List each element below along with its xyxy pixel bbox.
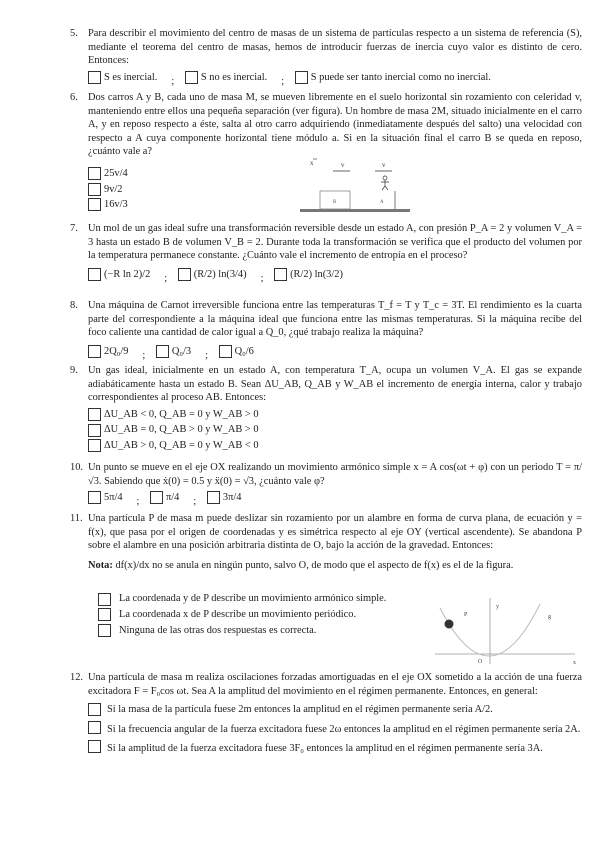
checkbox[interactable] — [88, 491, 101, 504]
option-label: S puede ser tanto inercial como no inercial. — [310, 71, 491, 83]
particle-label: P — [464, 612, 468, 618]
question-text: Un gas ideal, inicialmente en un estado A, con temperatura T_A, ocupa un volumen V_A. El gas se expande adiabáticamente hasta un estado B. Sean ΔU_AB, Q_AB y W_AB el incremento de energía interna, calor y trabajo correspondientes al proceso AB. Entonces: — [88, 365, 582, 404]
option-b[interactable] — [178, 268, 247, 282]
checkbox[interactable] — [88, 345, 101, 358]
question-text: Un punto se mueve en el eje OX realizando un movimiento armónico simple x = A cos(ωt + φ) con un periodo T = π/√3. Sabiendo que ẋ(0) = 0.5 y ẍ(0) = √3, ¿cuánto vale φ? — [88, 462, 582, 487]
curve-figure — [430, 596, 580, 666]
note — [88, 559, 582, 573]
separator: ; — [260, 273, 264, 285]
option-a[interactable] — [98, 592, 428, 606]
separator: ; — [171, 76, 175, 88]
question-number: 5. — [70, 28, 78, 39]
checkbox[interactable] — [88, 439, 101, 452]
option-label: 5π/4 — [104, 492, 123, 504]
option-a[interactable] — [88, 345, 128, 359]
origin-label: O — [478, 659, 483, 665]
checkbox[interactable] — [185, 71, 198, 84]
cart-b-label: B — [333, 200, 337, 205]
option-c[interactable] — [207, 491, 242, 505]
option-label: Si la masa de la partícula fuese 2m entonces la amplitud en el régimen permanente sería A/2. — [107, 704, 493, 716]
checkbox[interactable] — [295, 71, 308, 84]
option-label: Si la amplitud de la fuerza excitadora fuese 3F₀ entonces la amplitud en el régimen permanente sería 3A. — [107, 743, 543, 755]
checkbox[interactable] — [88, 424, 101, 437]
option-a[interactable] — [88, 491, 123, 505]
question-10 — [70, 461, 582, 509]
x-axis-label: x — [310, 159, 314, 167]
separator: ; — [281, 76, 285, 88]
checkbox[interactable] — [88, 183, 101, 196]
checkbox[interactable] — [88, 198, 101, 211]
carts-figure — [295, 155, 415, 213]
separator: ; — [136, 496, 140, 508]
question-5 — [70, 27, 582, 89]
option-b[interactable] — [98, 608, 428, 622]
gravity-label: g — [548, 614, 551, 620]
option-label: S no es inercial. — [200, 71, 268, 83]
checkbox[interactable] — [88, 167, 101, 180]
option-a[interactable] — [88, 703, 582, 717]
separator: ; — [193, 496, 197, 508]
checkbox[interactable] — [98, 593, 111, 606]
option-b[interactable] — [150, 491, 179, 505]
option-c[interactable] — [295, 71, 491, 85]
option-label: π/4 — [166, 492, 180, 504]
ground — [300, 209, 410, 212]
option-label: Ninguna de las otras dos respuestas es correcta. — [119, 624, 317, 636]
option-label: 25v/4 — [104, 167, 128, 179]
checkbox[interactable] — [88, 721, 101, 734]
checkbox[interactable] — [98, 608, 111, 621]
option-label: Q₀/6 — [234, 345, 254, 357]
option-c[interactable] — [88, 439, 582, 453]
option-c[interactable] — [98, 624, 428, 638]
checkbox[interactable] — [98, 624, 111, 637]
separator: ; — [142, 350, 146, 362]
option-c[interactable] — [274, 268, 343, 282]
question-7 — [70, 222, 582, 286]
question-number: 7. — [70, 223, 78, 234]
question-number: 8. — [70, 300, 78, 311]
option-label: ΔU_AB < 0, Q_AB = 0 y W_AB > 0 — [104, 408, 259, 420]
particle — [445, 620, 454, 629]
option-a[interactable] — [88, 408, 582, 422]
option-label: 2Q₀/9 — [104, 345, 129, 357]
question-number: 12. — [70, 672, 83, 683]
checkbox[interactable] — [156, 345, 169, 358]
checkbox[interactable] — [88, 71, 101, 84]
checkbox[interactable] — [219, 345, 232, 358]
option-c[interactable] — [219, 345, 254, 359]
question-number: 10. — [70, 462, 83, 473]
note-text: df(x)/dx no se anula en ningún punto, salvo O, de modo que el aspecto de f(x) es el de la figura. — [115, 559, 514, 571]
question-text: Una máquina de Carnot irreversible funciona entre las temperaturas T_f = T y T_c = 3T. El rendimiento es la cuarta parte del correspondiente a la máquina ideal que funciona entre las mismas temperaturas. Si la máquina recibe del foco caliente una cantidad de calor igual a Q_0, ¿qué trabajo realiza la máquina? — [88, 300, 582, 339]
option-label: 16v/3 — [104, 199, 128, 211]
option-b[interactable] — [88, 721, 582, 737]
question-text: Una partícula de masa m realiza oscilaciones forzadas amortiguadas en el eje OX sometido a la acción de una fuerza excitadora F = F₀cos ωt. Sea A la amplitud del movimiento en el régimen permanente. Entonces, en general: — [88, 672, 582, 697]
checkbox[interactable] — [88, 268, 101, 281]
separator: ; — [205, 350, 209, 362]
option-label: ΔU_AB = 0, Q_AB > 0 y W_AB > 0 — [104, 424, 259, 436]
option-label: (R/2) ln(3/2) — [290, 268, 343, 280]
velocity-label-b: v — [341, 161, 345, 169]
option-b[interactable] — [88, 423, 582, 437]
question-text: Para describir el movimiento del centro de masas de un sistema de partículas respecto a un sistema de referencia (S), mediante el teorema del centro de masas, hemos de introducir fuerzas de inercia cuyo valor es distinto de cero. Entonces: — [88, 28, 582, 67]
question-number: 9. — [70, 365, 78, 376]
question-text: Dos carros A y B, cada uno de masa M, se mueven libremente en el suelo horizontal sin rozamiento con celeridad v, manteniendo entre ellos una pequeña separación (ver figura). Un hombre de masa 2M, situado inicialmente en el carro A, y en reposo respecto a éste, salta al otro carro adquiriendo (inmediatamente después del salto) una velocidad con respecto a A cuya componente horizontal tiene módulo a. Si en la situación final el carro B se queda en reposo, ¿cuánto vale a? — [88, 92, 582, 158]
option-label: S es inercial. — [104, 71, 158, 83]
option-label: (R/2) ln(3/4) — [193, 268, 247, 280]
checkbox[interactable] — [88, 408, 101, 421]
y-label: y — [496, 604, 499, 610]
option-b[interactable] — [156, 345, 191, 359]
option-a[interactable] — [88, 71, 157, 85]
option-c[interactable] — [88, 740, 582, 756]
man-icon — [383, 176, 387, 180]
note-label: Nota: — [88, 559, 113, 571]
x-label: x — [573, 660, 576, 666]
option-a[interactable] — [88, 268, 150, 282]
checkbox[interactable] — [178, 268, 191, 281]
option-b[interactable] — [185, 71, 267, 85]
checkbox[interactable] — [274, 268, 287, 281]
option-label: 9v/2 — [104, 183, 123, 195]
option-label: Q₀/3 — [171, 345, 192, 357]
question-text: Una partícula P de masa m puede deslizar sin rozamiento por un alambre en forma de curva plana, de ecuación y = f(x), que pasa por el origen de coordenadas y es simétrica respecto al eje OY (vertical ascendente). Se abandona P sobre el alambre en una posición arbitraria distinta de O, bajo la acción de la gravedad. Entonces: — [88, 513, 582, 552]
question-9 — [70, 364, 582, 455]
question-number: 11. — [70, 513, 83, 524]
option-label: 3π/4 — [222, 492, 242, 504]
cart-a-label: A — [380, 200, 384, 205]
question-8 — [70, 299, 582, 363]
question-12 — [70, 671, 582, 760]
option-label: Si la frecuencia angular de la fuerza excitadora fuese 2ω entonces la amplitud en el régimen permanente sería 2A. — [107, 723, 581, 735]
checkbox[interactable] — [88, 703, 101, 716]
checkbox[interactable] — [150, 491, 163, 504]
question-text: Un mol de un gas ideal sufre una transformación reversible desde un estado A, con presión P_A = 2 y volumen V_A = 3 hasta un estado B de volumen V_B = 2. Durante toda la transformación se verifica que el producto del volumen por la temperatura permanece constante. ¿Cuánto vale el incremento de entropía en el proceso? — [88, 223, 582, 262]
question-number: 6. — [70, 92, 78, 103]
option-label: La coordenada y de P describe un movimiento armónico simple. — [119, 593, 387, 605]
checkbox[interactable] — [88, 740, 101, 753]
velocity-label-a: v — [382, 161, 386, 169]
option-label: ΔU_AB > 0, Q_AB = 0 y W_AB < 0 — [104, 439, 259, 451]
option-label: (−R ln 2)/2 — [104, 268, 151, 280]
option-label: La coordenada x de P describe un movimiento periódico. — [119, 608, 357, 620]
separator: ; — [164, 273, 168, 285]
checkbox[interactable] — [207, 491, 220, 504]
